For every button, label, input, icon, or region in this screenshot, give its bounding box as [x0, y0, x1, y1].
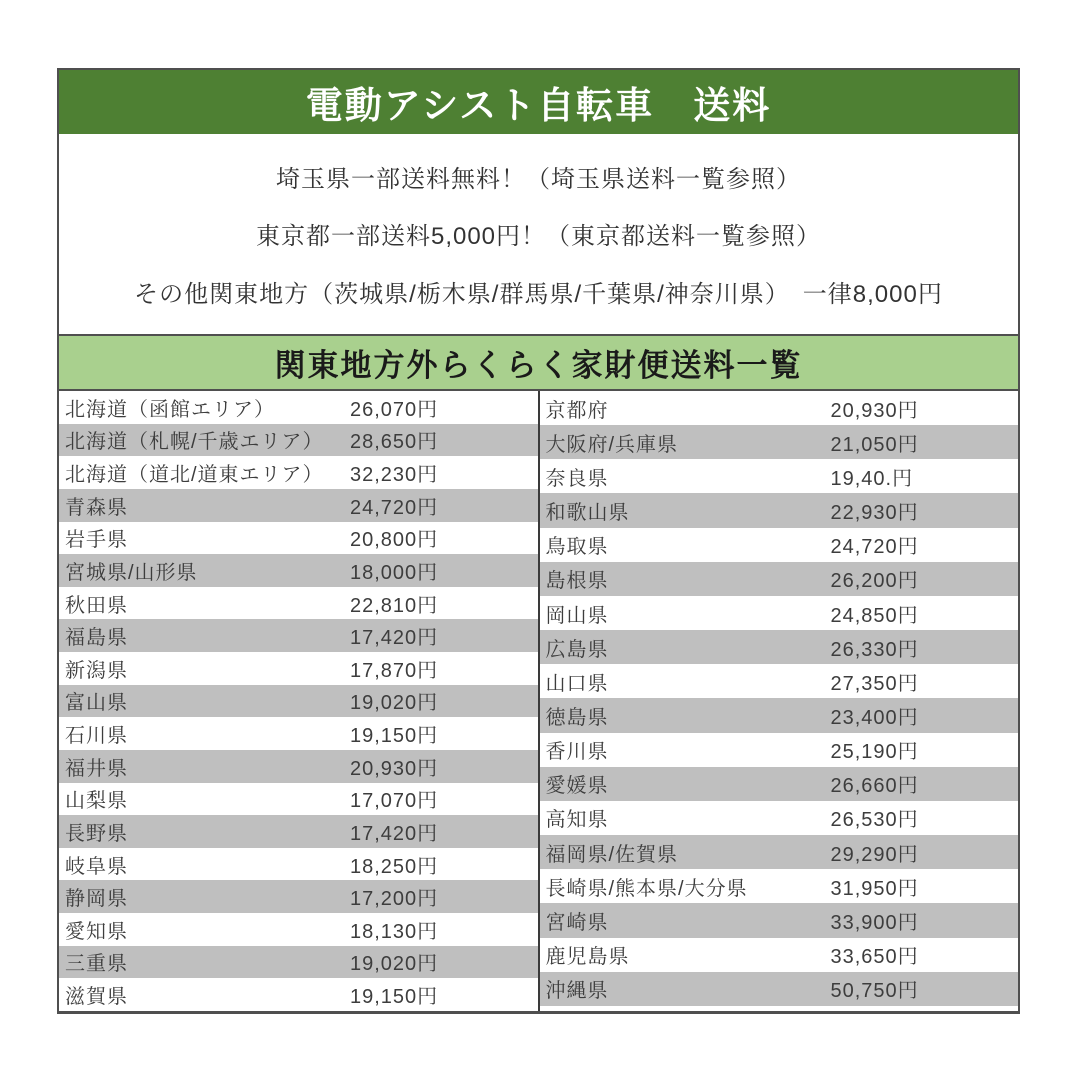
prefecture-name: 愛知県	[65, 920, 128, 943]
shipping-price: 17,200円	[350, 888, 439, 911]
prefecture-name: 鳥取県	[545, 536, 609, 559]
prefecture-name: 山梨県	[65, 790, 128, 813]
shipping-price: 26,330円	[830, 638, 919, 661]
note-tokyo-shipping: 東京都一部送料5,000円！（東京都送料一覧参照）	[255, 223, 822, 251]
table-row	[540, 664, 1019, 698]
prefecture-name: 滋賀県	[65, 986, 128, 1009]
table-row	[540, 938, 1019, 972]
shipping-fee-table	[59, 391, 1018, 1011]
table-row	[59, 913, 538, 946]
shipping-price: 19,020円	[350, 692, 439, 715]
shipping-table-right-column	[540, 391, 1019, 1011]
shipping-price: 22,930円	[830, 502, 919, 525]
prefecture-name: 宮城県/山形県	[65, 561, 198, 584]
prefecture-name: 宮崎県	[545, 911, 609, 934]
shipping-price: 20,800円	[350, 529, 439, 552]
table-row	[59, 587, 538, 620]
prefecture-name: 島根県	[545, 570, 609, 593]
prefecture-name: 鹿児島県	[545, 946, 630, 969]
shipping-price: 29,290円	[830, 843, 919, 866]
table-title: 関東地方外らくらく家財便送料一覧	[59, 334, 1018, 391]
table-row	[540, 801, 1019, 835]
prefecture-name: 沖縄県	[545, 980, 609, 1003]
shipping-price: 17,420円	[350, 822, 439, 845]
shipping-price: 26,530円	[830, 809, 919, 832]
page-title: 電動アシスト自転車 送料	[59, 70, 1018, 134]
table-row	[59, 554, 538, 587]
shipping-table-left-column	[59, 391, 538, 1011]
shipping-price: 17,420円	[350, 627, 439, 650]
shipping-price: 22,810円	[350, 594, 439, 617]
table-row	[540, 767, 1019, 801]
shipping-price: 23,400円	[830, 706, 919, 729]
shipping-price: 20,930円	[830, 399, 919, 422]
table-row	[540, 493, 1019, 527]
table-row	[59, 685, 538, 718]
shipping-price: 24,850円	[830, 604, 919, 627]
shipping-price: 17,870円	[350, 659, 439, 682]
prefecture-name: 山口県	[545, 672, 609, 695]
table-row	[540, 425, 1019, 459]
shipping-price: 19,150円	[350, 725, 439, 748]
shipping-price: 33,900円	[830, 911, 919, 934]
prefecture-name: 北海道（函館エリア）	[65, 398, 275, 421]
table-row	[59, 619, 538, 652]
shipping-price: 19,020円	[350, 953, 439, 976]
table-row	[59, 848, 538, 881]
table-row	[540, 459, 1019, 493]
table-row	[540, 391, 1019, 425]
table-row	[540, 1006, 1019, 1011]
shipping-price: 21,050円	[830, 433, 919, 456]
table-row	[540, 733, 1019, 767]
table-row	[59, 750, 538, 783]
shipping-price: 18,250円	[350, 855, 439, 878]
shipping-price: 33,650円	[830, 946, 919, 969]
prefecture-name: 和歌山県	[545, 502, 630, 525]
shipping-price: 26,660円	[830, 775, 919, 798]
prefecture-name: 青森県	[65, 496, 128, 519]
table-row	[59, 815, 538, 848]
prefecture-name: 石川県	[65, 725, 128, 748]
prefecture-name: 長野県	[65, 822, 128, 845]
table-row	[59, 652, 538, 685]
table-row	[540, 835, 1019, 869]
shipping-info-sheet	[57, 68, 1020, 1014]
prefecture-name: 岐阜県	[65, 855, 128, 878]
prefecture-name: 新潟県	[65, 659, 128, 682]
prefecture-name: 岩手県	[65, 529, 128, 552]
prefecture-name: 長崎県/熊本県/大分県	[545, 877, 748, 900]
shipping-price: 18,130円	[350, 920, 439, 943]
prefecture-name: 静岡県	[65, 888, 128, 911]
table-row	[59, 717, 538, 750]
table-row	[59, 456, 538, 489]
note-saitama-free-shipping: 埼玉県一部送料無料！（埼玉県送料一覧参照）	[276, 166, 801, 194]
table-row	[59, 783, 538, 816]
table-row	[540, 903, 1019, 937]
table-row	[59, 424, 538, 457]
shipping-price: 26,070円	[350, 398, 439, 421]
table-row	[59, 522, 538, 555]
prefecture-name: 香川県	[545, 741, 609, 764]
table-row	[540, 630, 1019, 664]
prefecture-name: 北海道（道北/道東エリア）	[65, 464, 324, 487]
prefecture-name: 大阪府/兵庫県	[545, 433, 679, 456]
shipping-price: 17,070円	[350, 790, 439, 813]
shipping-price: 27,350円	[830, 672, 919, 695]
shipping-price: 24,720円	[350, 496, 439, 519]
prefecture-name: 京都府	[545, 399, 609, 422]
prefecture-name: 愛媛県	[545, 775, 609, 798]
table-row	[59, 946, 538, 979]
shipping-price: 28,650円	[350, 431, 439, 454]
prefecture-name: 徳島県	[545, 706, 609, 729]
prefecture-name: 岡山県	[545, 604, 609, 627]
table-row	[59, 880, 538, 913]
table-row	[540, 698, 1019, 732]
prefecture-name: 奈良県	[545, 467, 609, 490]
shipping-price: 24,720円	[830, 536, 919, 559]
shipping-price: 19,150円	[350, 986, 439, 1009]
table-row	[540, 562, 1019, 596]
shipping-price: 31,950円	[830, 877, 919, 900]
prefecture-name: 北海道（札幌/千歳エリア）	[65, 431, 324, 454]
shipping-price: 26,200円	[830, 570, 919, 593]
shipping-price: 20,930円	[350, 757, 439, 780]
prefecture-name: 三重県	[65, 953, 128, 976]
shipping-price: 32,230円	[350, 464, 439, 487]
prefecture-name: 富山県	[65, 692, 128, 715]
prefecture-name: 広島県	[545, 638, 609, 661]
table-row	[59, 391, 538, 424]
shipping-price: 19,40.円	[830, 467, 914, 490]
intro-notes	[59, 134, 1018, 334]
table-row	[59, 489, 538, 522]
table-row	[540, 596, 1019, 630]
prefecture-name: 高知県	[545, 809, 609, 832]
shipping-price: 18,000円	[350, 561, 439, 584]
shipping-price: 50,750円	[830, 980, 919, 1003]
prefecture-name: 福島県	[65, 627, 128, 650]
shipping-price: 25,190円	[830, 741, 919, 764]
table-row	[540, 972, 1019, 1006]
table-row	[59, 978, 538, 1011]
prefecture-name: 福井県	[65, 757, 128, 780]
prefecture-name: 秋田県	[65, 594, 128, 617]
prefecture-name: 福岡県/佐賀県	[545, 843, 679, 866]
note-other-kanto-shipping: その他関東地方（茨城県/栃木県/群馬県/千葉県/神奈川県） 一律8,000円	[134, 280, 943, 308]
table-row	[540, 528, 1019, 562]
table-row	[540, 869, 1019, 903]
